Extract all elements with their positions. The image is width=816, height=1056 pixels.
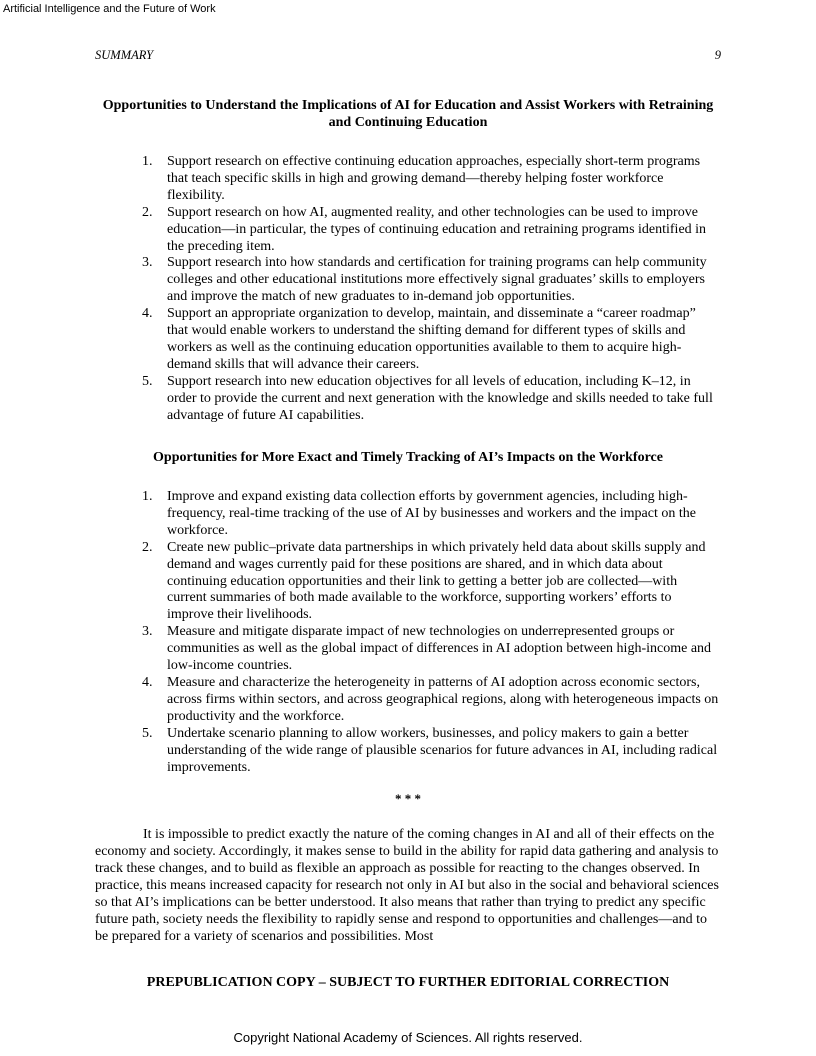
recommendation-list-education xyxy=(95,154,719,425)
list-item-number: 1. xyxy=(142,154,153,169)
list-item xyxy=(95,205,719,256)
list-item-number: 4. xyxy=(142,306,153,322)
running-head-title: SUMMARY xyxy=(95,48,154,62)
list-item-text: Measure and mitigate disparate impact of new technologies on underrepresented groups or communities as well as the global impact of differences in AI adoption between high-income and low-income countries. xyxy=(167,624,712,674)
list-item-text: Create new public–private data partnerships in which privately held data about skills supply and demand and wages currently paid for these positions are shared, and in which data about continuing education opportunities and their link to getting a better job are collected—with current summaries of both made available to the workforce, supporting workers’ efforts to improve their livelihoods. xyxy=(167,539,706,623)
section-heading-education: Opportunities to Understand the Implications of AI for Education and Assist Workers with Retraining and Continuing Education xyxy=(102,98,714,130)
list-item-number: 2. xyxy=(142,539,153,555)
list-item-text: Measure and characterize the heterogeneity in patterns of AI adoption across economic sectors, across firms within sectors, and across geographical regions, along with heterogeneous impacts on productivity and the workforce. xyxy=(167,674,719,724)
recommendation-list-tracking xyxy=(95,489,719,776)
list-item xyxy=(95,489,719,540)
list-item xyxy=(95,306,719,374)
list-item xyxy=(95,624,719,675)
section-separator: * * * xyxy=(395,791,421,806)
list-item-text: Support research on effective continuing education approaches, especially short-term programs that teach specific skills in high and growing demand—thereby helping foster workforce flexibility. xyxy=(167,154,701,203)
prepublication-notice: PREPUBLICATION COPY – SUBJECT TO FURTHER EDITORIAL CORRECTION xyxy=(146,975,670,990)
list-item-number: 3. xyxy=(142,255,153,271)
list-item xyxy=(95,726,719,777)
list-item-text: Support research into how standards and certification for training programs can help community colleges and other educational institutions more effectively signal graduates’ skills to employers and improve the match of new graduates to in-demand job opportunities. xyxy=(167,255,707,305)
list-item-text: Undertake scenario planning to allow workers, businesses, and policy makers to gain a better understanding of the wide range of plausible scenarios for future advances in AI, including radical improvements. xyxy=(167,725,718,775)
list-item-number: 5. xyxy=(142,373,153,389)
list-item-number: 5. xyxy=(142,725,153,741)
site-title: Artificial Intelligence and the Future of Work xyxy=(3,3,216,15)
section-heading-tracking: Opportunities for More Exact and Timely Tracking of AI’s Impacts on the Workforce xyxy=(153,450,663,465)
list-item-number: 3. xyxy=(142,624,153,640)
list-item xyxy=(95,374,719,425)
list-item-number: 1. xyxy=(142,489,153,504)
list-item xyxy=(95,540,719,625)
page-number: 9 xyxy=(714,48,721,62)
list-item xyxy=(95,154,719,205)
list-item-number: 4. xyxy=(142,674,153,690)
list-item xyxy=(95,255,719,306)
list-item xyxy=(95,675,719,726)
list-item-number: 2. xyxy=(142,204,153,220)
list-item-text: Support an appropriate organization to develop, maintain, and disseminate a “career roadmap” that would enable workers to understand the shifting demand for different types of skills and workers as well as the continuing education opportunities available to them to acquire high-demand skills that will advance their careers. xyxy=(167,306,696,372)
copyright-notice: Copyright National Academy of Sciences. All rights reserved. xyxy=(233,1030,583,1045)
body-paragraph: It is impossible to predict exactly the nature of the coming changes in AI and all of their effects on the economy and society. Accordingly, it makes sense to build in the ability for rapid data gathering and analysis to track these changes, and to build as flexible an approach as possible for reacting to the changes observed. In practice, this means increased capacity for research not only in AI but also in the social and behavioral sciences so that AI’s implications can be better understood. It also means that rather than trying to predict any specific future path, society needs the flexibility to rapidly sense and respond to opportunities and challenges—and to be prepared for a variety of scenarios and possibilities. Most xyxy=(95,827,719,944)
running-head xyxy=(95,48,721,63)
list-item-text: Improve and expand existing data collection efforts by government agencies, including high-frequency, real-time tracking of the use of AI by businesses and workers and the impact on the workforce. xyxy=(167,489,696,538)
list-item-text: Support research into new education objectives for all levels of education, including K–12, in order to provide the current and next generation with the knowledge and skills needed to take full advantage of future AI capabilities. xyxy=(167,373,713,423)
list-item-text: Support research on how AI, augmented reality, and other technologies can be used to improve education—in particular, the types of continuing education and retraining programs identified in the preceding item. xyxy=(167,204,707,254)
